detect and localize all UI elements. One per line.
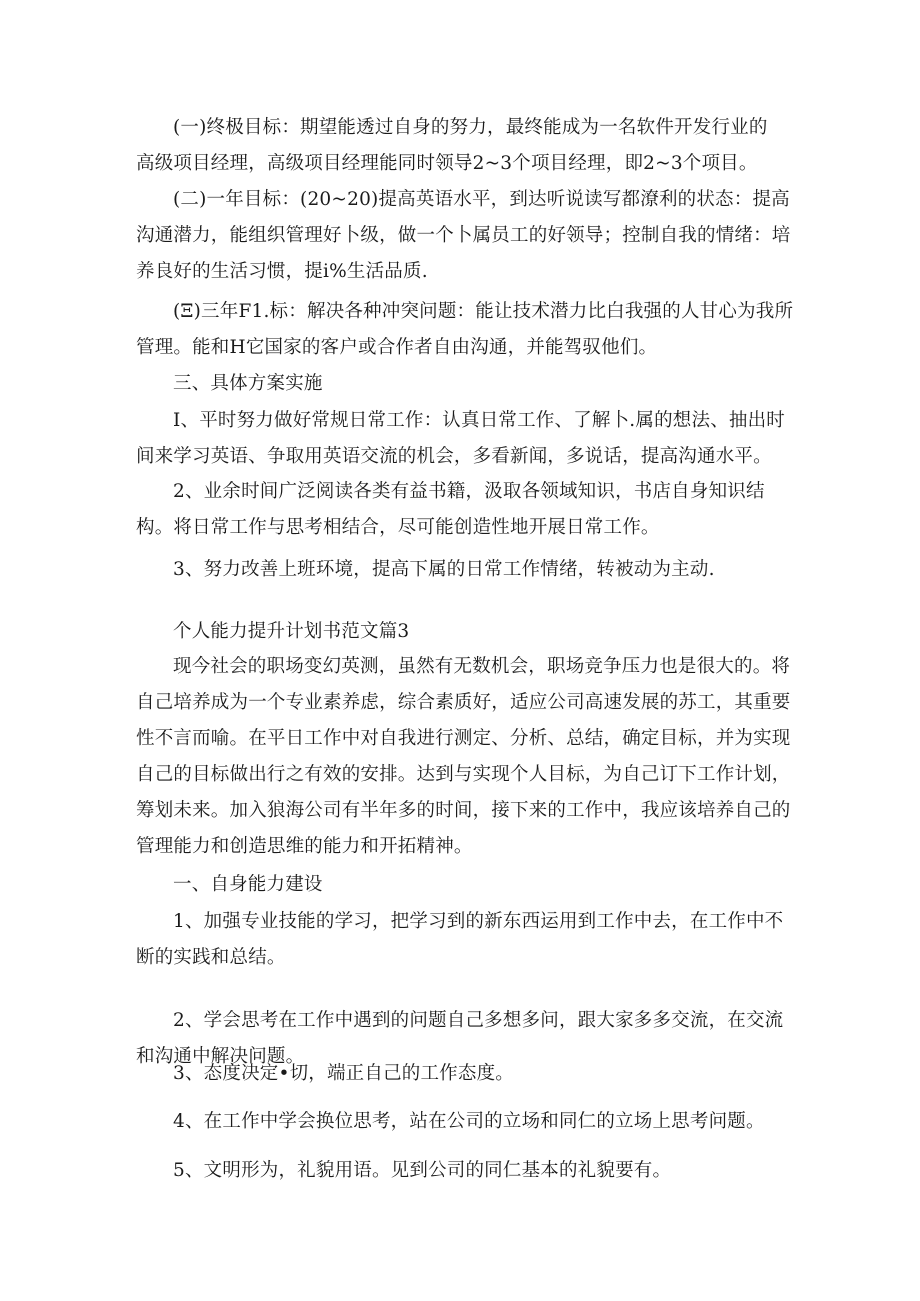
text-line: 管理。能和H它国家的客户或合作者自由沟通，并能驾驭他们。 (136, 337, 658, 358)
text-line: 个人能力提升计划书范文篇3 (173, 621, 410, 642)
text-line: 管理能力和创造思维的能力和开拓精神。 (136, 836, 473, 857)
text-line: 构。将日常工作与思考相结合，尽可能创造性地开展日常工作。 (136, 517, 660, 538)
text-line: 间来学习英语、争取用英语交流的机会，多看新闻，多说话，提高沟通水平。 (136, 446, 772, 467)
text-line: 沟通潜力，能组织管理好卜级，做一个卜属员工的好领导；控制自我的情绪：培 (136, 225, 791, 246)
paragraph-item-3 (136, 552, 786, 588)
text-line: 3、态度决定•切，端正自己的工作态度。 (173, 1063, 514, 1084)
paragraph-ultimate-goal (136, 110, 786, 182)
paragraph-ability-3 (136, 1056, 786, 1092)
text-line: 2、学会思考在工作中遇到的问题自己多想多问，跟大家多多交流，在交流 (173, 1010, 784, 1031)
paragraph-one-year-goal (136, 182, 791, 290)
text-line: 2、业余时间广泛阅读各类有益书籍，汲取各领域知识，书店自身知识结 (173, 481, 765, 502)
text-line: (一)终极目标：期望能透过自身的努力，最终能成为一名软件开发行业的 (173, 117, 768, 138)
text-line: 筹划未来。加入狼海公司有半年多的时间，接下来的工作中，我应该培养自己的 (136, 800, 791, 821)
text-line: (Ξ)三年F1.标：解决各种冲突问题：能让技术潜力比白我强的人甘心为我所 (173, 301, 794, 322)
text-line: 一、自身能力建设 (173, 874, 323, 895)
paragraph-ability-1 (136, 904, 786, 976)
article-title (136, 614, 786, 650)
text-line: 三、具体方案实施 (173, 373, 323, 394)
text-line: 性不言而喻。在平日工作中对自我进行测定、分析、总结，确定目标，并为实现 (136, 728, 791, 749)
text-line: 养良好的生活习惯，提i%生活品质. (136, 261, 428, 282)
text-line: I、平时努力做好常规日常工作：认真日常工作、了解卜.属的想法、抽出时 (173, 410, 785, 431)
text-line: 1、加强专业技能的学习，把学习到的新东西运用到工作中去，在工作中不 (173, 911, 784, 932)
text-line: 自己培养成为一个专业素养虑，综合素质好，适应公司高速发展的苏工，其重要 (136, 692, 791, 713)
text-line: 5、文明形为，礼貌用语。见到公司的同仁基本的礼貌要有。 (173, 1160, 672, 1181)
paragraph-ability-5 (136, 1153, 786, 1189)
paragraph-intro (136, 649, 791, 865)
section-heading-self-ability (136, 867, 786, 903)
paragraph-three-year-goal (136, 294, 794, 366)
paragraph-item-2 (136, 474, 786, 546)
text-line: 和沟通中解决问题。 (136, 1046, 305, 1067)
paragraph-ability-4 (136, 1104, 786, 1140)
text-line: 现今社会的职场变幻英测，虽然有无数机会，职场竞争压力也是很大的。将 (173, 656, 791, 677)
text-line: 断的实践和总结。 (136, 947, 286, 968)
text-line: 高级项目经理，高级项目经理能同时领导2~3个项目经理，即2~3个项目。 (136, 153, 758, 174)
text-line: 4、在工作中学会换位思考，站在公司的立场和同仁的立场上思考问题。 (173, 1111, 765, 1132)
paragraph-item-1 (136, 403, 786, 475)
text-line: 3、努力改善上班环境，提高下属的日常工作情绪，转被动为主动. (173, 559, 715, 580)
text-line: 自己的目标做出行之有效的安排。达到与实现个人目标，为自己订下工作计划， (136, 764, 791, 785)
text-line: (二)一年目标：(20~20)提高英语水平，到达听说读写都潦利的状态：提高 (173, 189, 790, 210)
section-heading-implementation (136, 366, 786, 402)
